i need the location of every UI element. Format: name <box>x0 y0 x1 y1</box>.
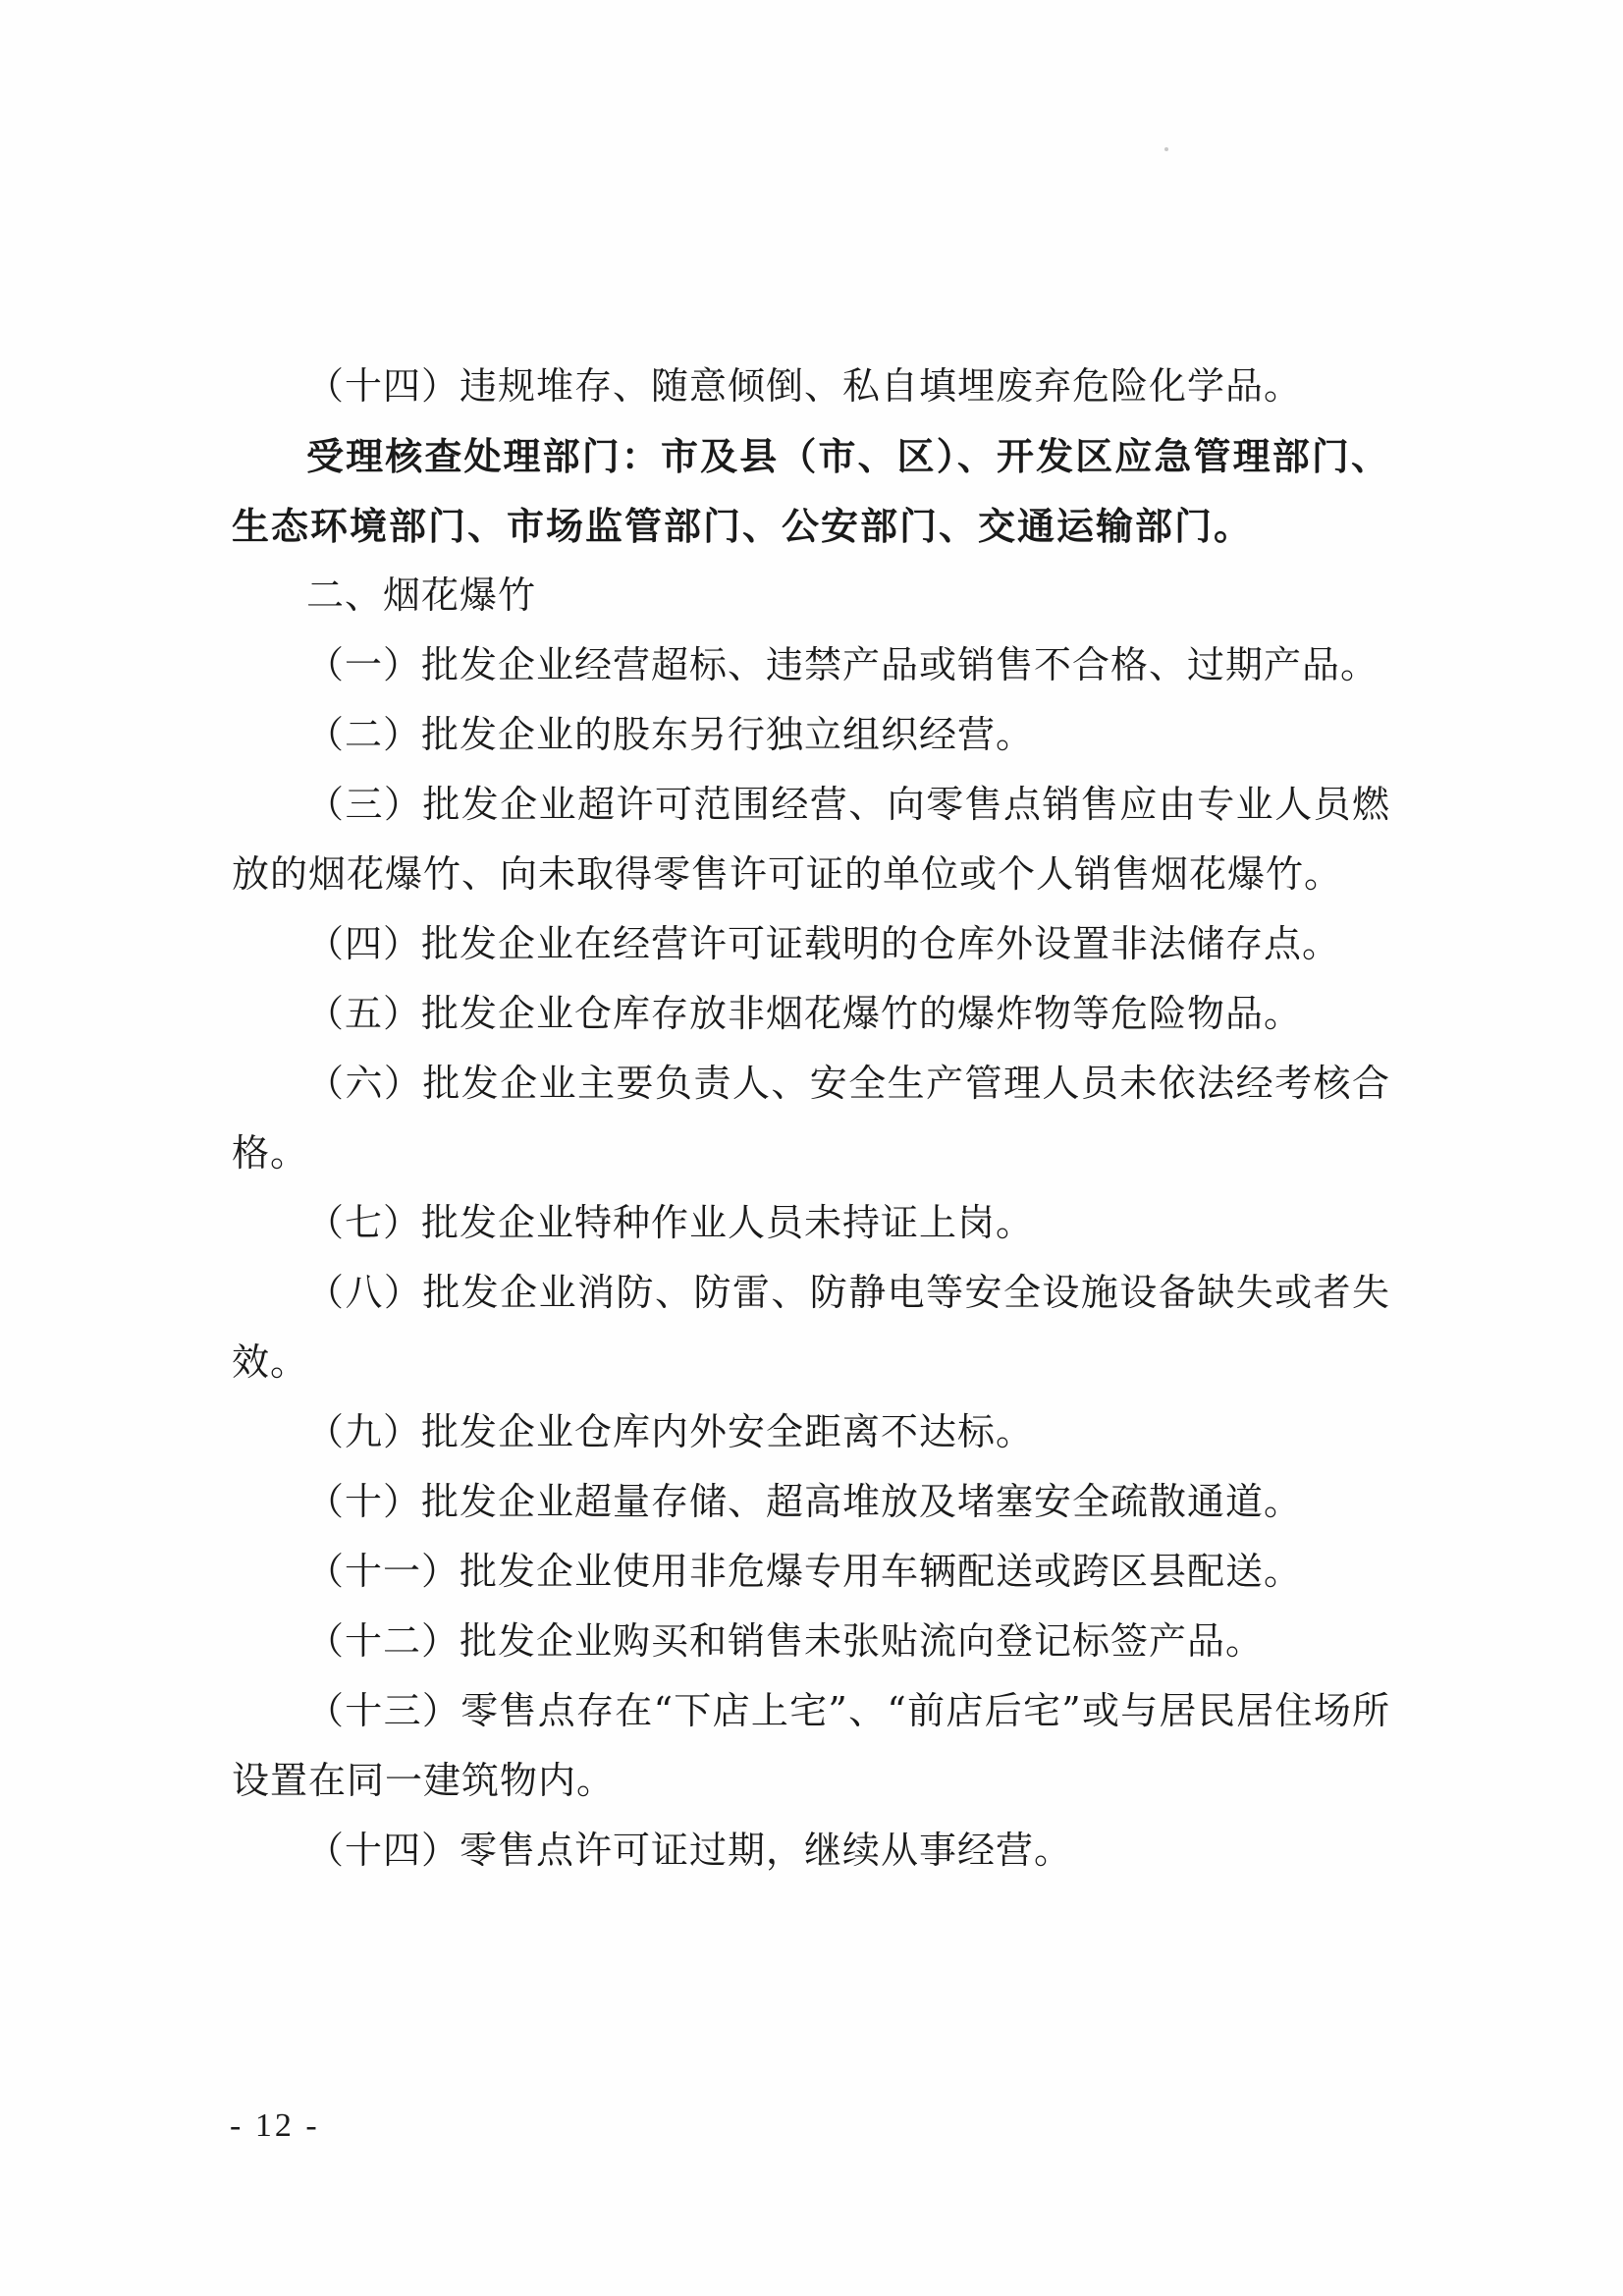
list-item-12: （十二）批发企业购买和销售未张贴流向登记标签产品。 <box>306 1619 1265 1663</box>
scan-speck <box>1164 147 1168 151</box>
list-item-1: （一）批发企业经营超标、违禁产品或销售不合格、过期产品。 <box>306 643 1380 686</box>
list-item-3: （三）批发企业超许可范围经营、向零售点销售应由专业人员燃放的烟花爆竹、向未取得零售许可证的单位或个人销售烟花爆竹。 <box>232 783 1390 896</box>
paragraph-handling-departments: 受理核查处理部门：市及县（市、区）、开发区应急管理部门、生态环境部门、市场监管部门、公安部门、交通运输部门。 <box>232 434 1390 548</box>
section-heading-fireworks: 二、烟花爆竹 <box>306 574 537 617</box>
list-item-5: （五）批发企业仓库存放非烟花爆竹的爆炸物等危险物品。 <box>306 992 1303 1035</box>
list-item-4: （四）批发企业在经营许可证载明的仓库外设置非法储存点。 <box>306 922 1341 965</box>
list-item-11: （十一）批发企业使用非危爆专用车辆配送或跨区县配送。 <box>306 1550 1303 1593</box>
list-item-9: （九）批发企业仓库内外安全距离不达标。 <box>306 1410 1035 1453</box>
document-body <box>232 352 1390 1886</box>
paragraph-hazardous-waste-dumping: （十四）违规堆存、随意倾倒、私自填埋废弃危险化学品。 <box>306 364 1303 408</box>
list-item-8: （八）批发企业消防、防雷、防静电等安全设施设备缺失或者失效。 <box>232 1271 1390 1384</box>
list-item-7: （七）批发企业特种作业人员未持证上岗。 <box>306 1201 1035 1244</box>
list-item-6: （六）批发企业主要负责人、安全生产管理人员未依法经考核合格。 <box>232 1062 1390 1175</box>
list-item-2: （二）批发企业的股东另行独立组织经营。 <box>306 713 1035 756</box>
list-item-13: （十三）零售点存在“下店上宅”、“前店后宅”或与居民居住场所设置在同一建筑物内。 <box>232 1689 1390 1802</box>
list-item-10: （十）批发企业超量存储、超高堆放及堵塞安全疏散通道。 <box>306 1480 1303 1523</box>
page-number: - 12 - <box>230 2107 320 2144</box>
list-item-14: （十四）零售点许可证过期，继续从事经营。 <box>306 1829 1073 1872</box>
